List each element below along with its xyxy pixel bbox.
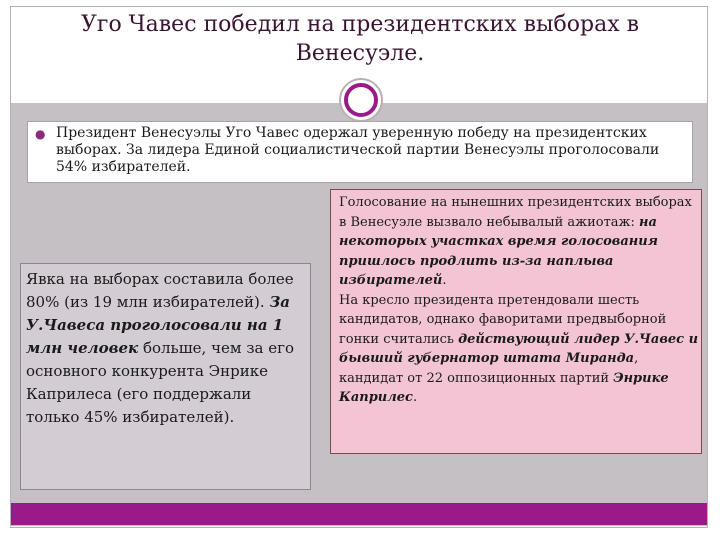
candidates-text-2: .	[442, 273, 447, 288]
divider-ring-icon	[344, 83, 378, 117]
bullet-icon: ●	[35, 127, 46, 141]
turnout-text-2: больше, чем за его основного конкурента Энрике Каприлеса (его поддержали только 45% избирателей).	[26, 339, 294, 426]
candidates-text-5: .	[412, 390, 418, 405]
candidates-text-4: , кандидат от 22 оппозиционных партий	[339, 351, 639, 386]
candidates-text	[339, 193, 699, 408]
turnout-text	[26, 268, 308, 429]
title-line-1: Уго Чавес победил на президентских выборах в	[81, 12, 639, 37]
candidates-text-3: На кресло президента претендовали шесть кандидатов, однако фаворитами предвыборной гонки считались	[339, 292, 667, 347]
turnout-emphasis: За У.Чавеса проголосовали на 1 млн человек	[26, 293, 290, 357]
summary-text: Президент Венесуэлы Уго Чавес одержал уверенную победу на президентских выборах. За лидера Единой социалистической партии Венесуэлы проголосовали 54% избирателей.	[56, 125, 660, 175]
candidates-text-1: Голосование на нынешних президентских выборах в Венесуэле вызвало небывалый ажиотаж:	[339, 195, 692, 230]
bottom-accent-bar	[11, 503, 707, 525]
candidates-emphasis-3: Энрике Каприлес	[339, 370, 669, 405]
candidates-emphasis-1: на некоторых участках время голосования пришлось продлить из-за наплыва избирателей	[339, 214, 659, 288]
candidates-emphasis-2: действующий лидер У.Чавес и бывший губернатор штата Миранда	[339, 331, 699, 366]
turnout-text-1: Явка на выборах составила более 80% (из 19 млн избирателей).	[26, 270, 294, 311]
title-line-2: Венесуэле.	[295, 41, 425, 66]
slide-title	[14, 10, 706, 68]
